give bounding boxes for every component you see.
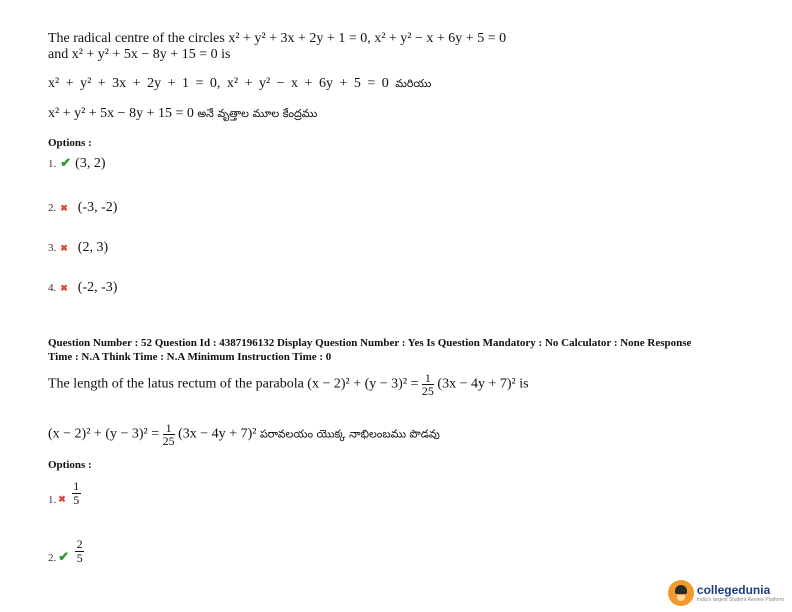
frac-numerator: 1 — [73, 479, 80, 493]
option-number: 1. — [48, 158, 57, 170]
option-fraction — [72, 480, 81, 507]
q1-te-line1 — [48, 76, 431, 93]
cross-icon: ✖ — [60, 203, 68, 213]
q1-te-math1: x² + y² + 3x + 2y + 1 = 0, x² + y² − x + 6y + 5 = 0 — [48, 76, 389, 91]
q1-te-word1: మరియు — [395, 77, 432, 90]
q1-option-1[interactable] — [48, 154, 105, 172]
check-icon: ✔ — [60, 155, 72, 170]
q1-options-label: Options : — [48, 137, 92, 149]
brand-tagline: India's largest Student Review Platform — [696, 597, 784, 603]
q2-option-1[interactable] — [48, 480, 81, 507]
q2-te-eq-left: (x − 2)² + (y − 3)² = — [48, 426, 160, 442]
option-value: (2, 3) — [77, 240, 109, 255]
logo-text-group — [694, 583, 784, 603]
option-value: (3, 2) — [75, 156, 106, 171]
mascot-icon — [668, 580, 694, 606]
option-number: 3. — [48, 242, 57, 254]
q1-option-4[interactable] — [48, 278, 117, 296]
check-icon: ✔ — [58, 549, 70, 564]
q2-option-2[interactable] — [48, 538, 84, 565]
q1-stem-line2: and x² + y² + 5x − 8y + 15 = 0 is — [48, 47, 231, 62]
cross-icon: ✖ — [58, 494, 66, 504]
q1-option-2[interactable] — [48, 198, 117, 216]
q2-te-line — [48, 422, 440, 447]
option-fraction — [75, 538, 84, 565]
collegedunia-logo — [668, 580, 784, 606]
cross-icon: ✖ — [60, 243, 68, 253]
frac-numerator: 2 — [76, 537, 83, 551]
q2-eq-left: (x − 2)² + (y − 3)² = — [307, 376, 419, 392]
q2-eq-right: (3x − 4y + 7)² — [437, 376, 516, 392]
q2-fraction — [422, 372, 434, 397]
option-value: (-2, -3) — [77, 280, 118, 295]
option-number: 2. — [48, 202, 57, 214]
q2-meta-line2: Time : N.A Think Time : N.A Minimum Instruction Time : 0 — [48, 351, 332, 363]
q2-options-label: Options : — [48, 459, 92, 471]
q2-te-word: పరావలయం యొక్క నాభిలంబము పొడవు — [259, 427, 440, 441]
q1-te-line2 — [48, 106, 317, 123]
q1-te-math2: x² + y² + 5x − 8y + 15 = 0 — [48, 106, 194, 121]
frac-denominator: 25 — [421, 384, 434, 398]
q2-te-fraction — [163, 422, 175, 447]
frac-denominator: 5 — [73, 493, 80, 507]
q2-stem — [48, 372, 529, 397]
frac-numerator: 1 — [424, 371, 431, 385]
q2-stem-suffix: is — [519, 376, 529, 392]
option-number: 4. — [48, 282, 57, 294]
brand-name: collegedunia — [696, 583, 771, 597]
option-value: (-3, -2) — [77, 200, 118, 215]
q2-meta-line1: Question Number : 52 Question Id : 4387196132 Display Question Number : Yes Is Question Mandatory : No Calculator : None Response — [48, 337, 692, 349]
q1-option-3[interactable] — [48, 238, 108, 256]
q1-stem-line1: The radical centre of the circles x² + y² + 3x + 2y + 1 = 0, x² + y² − x + 6y + 5 = 0 — [48, 31, 507, 46]
cross-icon: ✖ — [60, 283, 68, 293]
option-number: 2. — [48, 552, 57, 564]
option-number: 1. — [48, 494, 57, 506]
q2-te-eq-right: (3x − 4y + 7)² — [178, 426, 257, 442]
q1-te-word2: అనే వృత్తాల మూల కేంద్రము — [197, 107, 318, 120]
q2-stem-prefix: The length of the latus rectum of the parabola — [48, 376, 304, 392]
frac-numerator: 1 — [165, 421, 172, 435]
frac-denominator: 5 — [76, 551, 83, 565]
frac-denominator: 25 — [162, 434, 175, 448]
